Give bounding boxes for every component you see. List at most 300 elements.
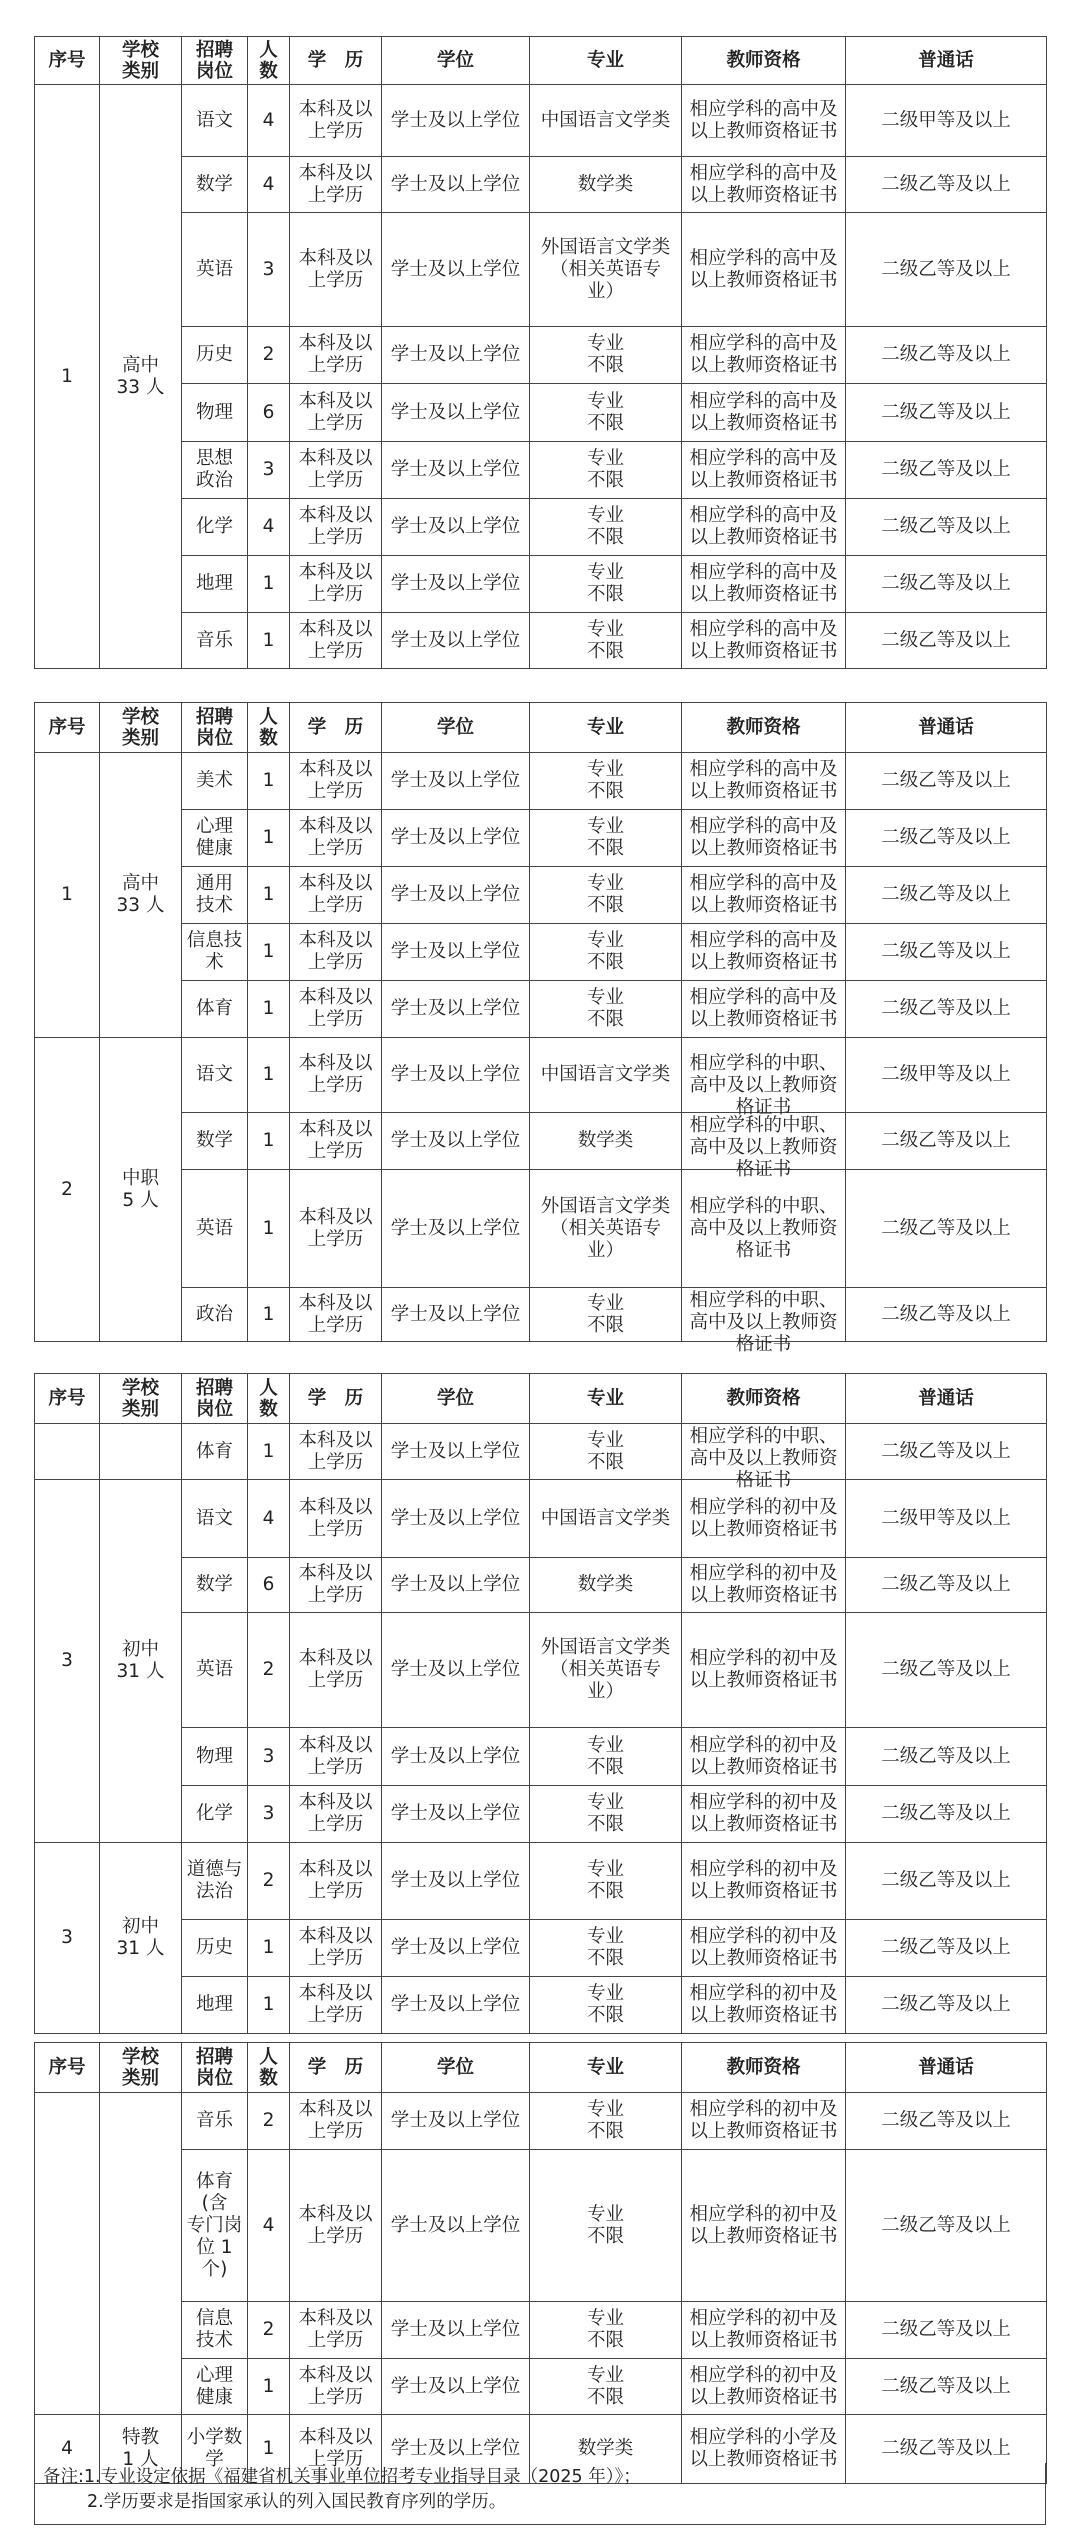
table-row — [35, 1558, 1047, 1613]
table-row — [35, 2150, 1047, 2302]
job-cell: 政治 — [182, 1288, 248, 1342]
degree-cell: 学士及以上学位 — [382, 556, 530, 613]
table-row — [35, 2302, 1047, 2359]
count-cell: 3 — [248, 213, 290, 327]
certificate-cell: 相应学科的中职、 高中及以上教师资 格证书 — [682, 1170, 846, 1288]
major-cell: 外国语言文学类 （相关英语专 业） — [530, 1613, 682, 1728]
count-cell: 1 — [248, 924, 290, 981]
major-cell: 外国语言文学类 （相关英语专 业） — [530, 213, 682, 327]
major-cell: 专业 不限 — [530, 384, 682, 442]
certificate-cell: 相应学科的初中及 以上教师资格证书 — [682, 1613, 846, 1728]
education-cell: 本科及以 上学历 — [290, 1288, 382, 1342]
header-cell: 人数 — [248, 2043, 290, 2093]
major-cell: 数学类 — [530, 1558, 682, 1613]
certificate-cell: 相应学科的初中及 以上教师资格证书 — [682, 2093, 846, 2150]
degree-cell: 学士及以上学位 — [382, 2415, 530, 2484]
count-cell: 1 — [248, 613, 290, 669]
mandarin-cell: 二级甲等及以上 — [846, 1480, 1047, 1558]
school-type-cell: 中职 5 人 — [100, 1038, 182, 1342]
table-row — [35, 753, 1047, 810]
degree-cell: 学士及以上学位 — [382, 1113, 530, 1170]
degree-cell: 学士及以上学位 — [382, 2150, 530, 2302]
recruitment-table — [34, 702, 1047, 1355]
major-cell: 专业 不限 — [530, 442, 682, 499]
table-row — [35, 327, 1047, 384]
certificate-cell: 相应学科的初中及 以上教师资格证书 — [682, 1558, 846, 1613]
education-cell: 本科及以 上学历 — [290, 2415, 382, 2484]
degree-cell: 学士及以上学位 — [382, 1558, 530, 1613]
table-row — [35, 556, 1047, 613]
job-cell: 物理 — [182, 384, 248, 442]
degree-cell: 学士及以上学位 — [382, 1038, 530, 1113]
mandarin-cell: 二级乙等及以上 — [846, 613, 1047, 669]
count-cell: 3 — [248, 442, 290, 499]
degree-cell: 学士及以上学位 — [382, 1170, 530, 1288]
header-cell: 教师资格 — [682, 703, 846, 753]
header-cell: 人数 — [248, 37, 290, 85]
degree-cell: 学士及以上学位 — [382, 1728, 530, 1786]
degree-cell: 学士及以上学位 — [382, 499, 530, 556]
count-cell: 1 — [248, 1977, 290, 2034]
job-cell: 英语 — [182, 1613, 248, 1728]
table-row — [35, 1288, 1047, 1342]
count-cell: 4 — [248, 2150, 290, 2302]
major-cell: 中国语言文学类 — [530, 1480, 682, 1558]
count-cell: 6 — [248, 384, 290, 442]
table-row — [35, 1113, 1047, 1170]
major-cell: 中国语言文学类 — [530, 1038, 682, 1113]
education-cell: 本科及以 上学历 — [290, 981, 382, 1038]
certificate-cell: 相应学科的高中及 以上教师资格证书 — [682, 810, 846, 867]
header-cell: 学位 — [382, 37, 530, 85]
education-cell: 本科及以 上学历 — [290, 499, 382, 556]
job-cell: 数学 — [182, 1558, 248, 1613]
education-cell: 本科及以 上学历 — [290, 2093, 382, 2150]
mandarin-cell: 二级乙等及以上 — [846, 1424, 1047, 1480]
footnote — [34, 2463, 1046, 2525]
job-cell: 体育(含 专门岗 位 1 个) — [182, 2150, 248, 2302]
job-cell: 语文 — [182, 1038, 248, 1113]
mandarin-cell: 二级乙等及以上 — [846, 2359, 1047, 2415]
job-cell: 地理 — [182, 556, 248, 613]
certificate-cell — [682, 1038, 846, 1118]
education-cell: 本科及以 上学历 — [290, 1786, 382, 1843]
header-cell: 学 历 — [290, 1374, 382, 1424]
count-cell: 2 — [248, 2093, 290, 2150]
table-row — [35, 1728, 1047, 1786]
table-row — [35, 85, 1047, 157]
certificate-cell: 相应学科的高中及 以上教师资格证书 — [682, 442, 846, 499]
certificate-cell: 相应学科的高中及 以上教师资格证书 — [682, 499, 846, 556]
certificate-cell: 相应学科的初中及 以上教师资格证书 — [682, 2302, 846, 2359]
mandarin-cell: 二级乙等及以上 — [846, 2150, 1047, 2302]
count-cell: 6 — [248, 1558, 290, 1613]
major-cell: 专业 不限 — [530, 1288, 682, 1342]
job-cell: 音乐 — [182, 613, 248, 669]
seq-cell: 3 — [35, 1843, 100, 2034]
education-cell: 本科及以 上学历 — [290, 1613, 382, 1728]
count-cell: 1 — [248, 867, 290, 924]
seq-cell: 1 — [35, 753, 100, 1038]
mandarin-cell: 二级乙等及以上 — [846, 157, 1047, 213]
certificate-cell: 相应学科的初中及 以上教师资格证书 — [682, 1786, 846, 1843]
degree-cell: 学士及以上学位 — [382, 2359, 530, 2415]
count-cell: 4 — [248, 85, 290, 157]
major-cell: 专业 不限 — [530, 1920, 682, 1977]
certificate-cell: 相应学科的初中及 以上教师资格证书 — [682, 1977, 846, 2034]
header-cell: 序号 — [35, 2043, 100, 2093]
count-cell: 4 — [248, 499, 290, 556]
header-cell: 学校 类别 — [100, 37, 182, 85]
count-cell: 1 — [248, 1920, 290, 1977]
mandarin-cell: 二级乙等及以上 — [846, 327, 1047, 384]
education-cell: 本科及以 上学历 — [290, 556, 382, 613]
table-row — [35, 1613, 1047, 1728]
major-cell: 中国语言文学类 — [530, 85, 682, 157]
header-cell: 学 历 — [290, 2043, 382, 2093]
major-cell: 专业 不限 — [530, 556, 682, 613]
mandarin-cell: 二级乙等及以上 — [846, 1288, 1047, 1342]
certificate-cell: 相应学科的高中及 以上教师资格证书 — [682, 213, 846, 327]
degree-cell: 学士及以上学位 — [382, 85, 530, 157]
mandarin-cell: 二级乙等及以上 — [846, 1728, 1047, 1786]
header-cell: 招聘 岗位 — [182, 37, 248, 85]
job-cell: 历史 — [182, 1920, 248, 1977]
mandarin-cell: 二级乙等及以上 — [846, 1843, 1047, 1920]
school-type-cell — [100, 1424, 182, 1480]
certificate-cell: 相应学科的小学及 以上教师资格证书 — [682, 2415, 846, 2484]
header-cell: 学位 — [382, 1374, 530, 1424]
job-cell: 小学数 学 — [182, 2415, 248, 2484]
mandarin-cell: 二级乙等及以上 — [846, 1786, 1047, 1843]
job-cell: 语文 — [182, 85, 248, 157]
mandarin-cell: 二级乙等及以上 — [846, 2093, 1047, 2150]
mandarin-cell: 二级乙等及以上 — [846, 2302, 1047, 2359]
certificate-text: 相应学科的中职、 高中及以上教师资 格证书 — [689, 1425, 838, 1491]
major-cell: 专业 不限 — [530, 981, 682, 1038]
major-cell: 专业 不限 — [530, 499, 682, 556]
major-cell: 专业 不限 — [530, 2359, 682, 2415]
job-cell: 音乐 — [182, 2093, 248, 2150]
education-cell: 本科及以 上学历 — [290, 1977, 382, 2034]
header-cell: 专业 — [530, 703, 682, 753]
header-cell: 普通话 — [846, 37, 1047, 85]
major-cell: 专业 不限 — [530, 2150, 682, 2302]
count-cell: 1 — [248, 556, 290, 613]
table-row — [35, 981, 1047, 1038]
degree-cell: 学士及以上学位 — [382, 981, 530, 1038]
certificate-cell: 相应学科的初中及 以上教师资格证书 — [682, 1728, 846, 1786]
count-cell: 1 — [248, 753, 290, 810]
education-cell: 本科及以 上学历 — [290, 1038, 382, 1113]
degree-cell: 学士及以上学位 — [382, 2302, 530, 2359]
school-type-cell: 高中 33 人 — [100, 85, 182, 669]
job-cell: 道德与 法治 — [182, 1843, 248, 1920]
mandarin-cell: 二级乙等及以上 — [846, 499, 1047, 556]
header-cell: 专业 — [530, 1374, 682, 1424]
job-cell: 数学 — [182, 1113, 248, 1170]
header-cell: 专业 — [530, 37, 682, 85]
school-type-cell: 高中 33 人 — [100, 753, 182, 1038]
education-cell: 本科及以 上学历 — [290, 753, 382, 810]
mandarin-cell: 二级乙等及以上 — [846, 442, 1047, 499]
major-cell: 专业 不限 — [530, 2093, 682, 2150]
major-cell: 专业 不限 — [530, 1728, 682, 1786]
education-cell: 本科及以 上学历 — [290, 1170, 382, 1288]
recruitment-table — [34, 1373, 1047, 2034]
job-cell: 英语 — [182, 213, 248, 327]
header-cell: 教师资格 — [682, 1374, 846, 1424]
count-cell: 4 — [248, 157, 290, 213]
header-cell: 学 历 — [290, 703, 382, 753]
count-cell: 2 — [248, 1843, 290, 1920]
mandarin-cell: 二级乙等及以上 — [846, 2415, 1047, 2484]
header-row — [35, 37, 1047, 85]
education-cell: 本科及以 上学历 — [290, 1920, 382, 1977]
major-cell: 专业 不限 — [530, 2302, 682, 2359]
certificate-cell: 相应学科的高中及 以上教师资格证书 — [682, 924, 846, 981]
degree-cell: 学士及以上学位 — [382, 442, 530, 499]
header-cell: 人数 — [248, 703, 290, 753]
education-cell: 本科及以 上学历 — [290, 1424, 382, 1480]
header-cell: 学校 类别 — [100, 703, 182, 753]
degree-cell: 学士及以上学位 — [382, 1843, 530, 1920]
job-cell: 语文 — [182, 1480, 248, 1558]
certificate-cell — [682, 1288, 846, 1355]
seq-cell — [35, 1424, 100, 1480]
major-cell: 专业 不限 — [530, 1786, 682, 1843]
mandarin-cell: 二级乙等及以上 — [846, 867, 1047, 924]
mandarin-cell: 二级乙等及以上 — [846, 924, 1047, 981]
school-type-cell: 初中 31 人 — [100, 1480, 182, 1843]
header-cell: 招聘 岗位 — [182, 1374, 248, 1424]
degree-cell: 学士及以上学位 — [382, 753, 530, 810]
job-cell: 思想 政治 — [182, 442, 248, 499]
count-cell: 1 — [248, 2415, 290, 2484]
header-cell: 学位 — [382, 703, 530, 753]
table-row — [35, 213, 1047, 327]
job-cell: 心理 健康 — [182, 810, 248, 867]
header-cell: 专业 — [530, 2043, 682, 2093]
education-cell: 本科及以 上学历 — [290, 157, 382, 213]
certificate-cell: 相应学科的高中及 以上教师资格证书 — [682, 753, 846, 810]
certificate-text: 相应学科的中职、 高中及以上教师资 格证书 — [689, 1289, 838, 1355]
degree-cell: 学士及以上学位 — [382, 157, 530, 213]
count-cell: 2 — [248, 327, 290, 384]
education-cell: 本科及以 上学历 — [290, 1728, 382, 1786]
table-row — [35, 442, 1047, 499]
major-cell: 专业 不限 — [530, 613, 682, 669]
table-page-4 — [34, 2042, 1046, 2484]
major-cell: 专业 不限 — [530, 1424, 682, 1480]
degree-cell: 学士及以上学位 — [382, 1786, 530, 1843]
header-cell: 序号 — [35, 1374, 100, 1424]
table-row — [35, 867, 1047, 924]
count-cell: 1 — [248, 1038, 290, 1113]
count-cell: 3 — [248, 1728, 290, 1786]
count-cell: 1 — [248, 1288, 290, 1342]
degree-cell: 学士及以上学位 — [382, 1613, 530, 1728]
count-cell: 1 — [248, 981, 290, 1038]
certificate-cell: 相应学科的初中及 以上教师资格证书 — [682, 1480, 846, 1558]
certificate-cell: 相应学科的高中及 以上教师资格证书 — [682, 157, 846, 213]
degree-cell: 学士及以上学位 — [382, 867, 530, 924]
major-cell: 专业 不限 — [530, 1977, 682, 2034]
seq-cell: 4 — [35, 2415, 100, 2484]
degree-cell: 学士及以上学位 — [382, 1480, 530, 1558]
header-cell: 序号 — [35, 703, 100, 753]
seq-cell: 1 — [35, 85, 100, 669]
certificate-cell: 相应学科的高中及 以上教师资格证书 — [682, 613, 846, 669]
mandarin-cell: 二级乙等及以上 — [846, 1113, 1047, 1170]
header-cell: 教师资格 — [682, 2043, 846, 2093]
mandarin-cell: 二级乙等及以上 — [846, 753, 1047, 810]
degree-cell: 学士及以上学位 — [382, 327, 530, 384]
education-cell: 本科及以 上学历 — [290, 1113, 382, 1170]
school-type-cell: 特教 1 人 — [100, 2415, 182, 2484]
certificate-cell: 相应学科的初中及 以上教师资格证书 — [682, 2359, 846, 2415]
school-type-cell — [100, 2093, 182, 2415]
header-cell: 普通话 — [846, 703, 1047, 753]
header-cell: 教师资格 — [682, 37, 846, 85]
seq-cell: 2 — [35, 1038, 100, 1342]
mandarin-cell: 二级乙等及以上 — [846, 213, 1047, 327]
education-cell: 本科及以 上学历 — [290, 924, 382, 981]
certificate-text: 相应学科的中职、 高中及以上教师资 格证书 — [689, 1115, 838, 1180]
table-row — [35, 2093, 1047, 2150]
education-cell: 本科及以 上学历 — [290, 384, 382, 442]
header-cell: 普通话 — [846, 1374, 1047, 1424]
job-cell: 信息 技术 — [182, 2302, 248, 2359]
count-cell: 1 — [248, 1424, 290, 1480]
mandarin-cell: 二级乙等及以上 — [846, 810, 1047, 867]
job-cell: 通用 技术 — [182, 867, 248, 924]
degree-cell: 学士及以上学位 — [382, 1977, 530, 2034]
count-cell: 2 — [248, 1613, 290, 1728]
major-cell: 专业 不限 — [530, 924, 682, 981]
job-cell: 数学 — [182, 157, 248, 213]
major-cell: 专业 不限 — [530, 1843, 682, 1920]
table-row — [35, 613, 1047, 669]
certificate-cell: 相应学科的高中及 以上教师资格证书 — [682, 327, 846, 384]
table-page-1 — [34, 36, 1046, 669]
education-cell: 本科及以 上学历 — [290, 867, 382, 924]
certificate-text: 相应学科的中职、 高中及以上教师资 格证书 — [689, 1053, 838, 1118]
mandarin-cell: 二级乙等及以上 — [846, 1558, 1047, 1613]
mandarin-cell: 二级乙等及以上 — [846, 1613, 1047, 1728]
seq-cell: 3 — [35, 1480, 100, 1843]
education-cell: 本科及以 上学历 — [290, 1480, 382, 1558]
major-cell: 专业 不限 — [530, 867, 682, 924]
school-type-cell: 初中 31 人 — [100, 1843, 182, 2034]
count-cell: 1 — [248, 810, 290, 867]
count-cell: 4 — [248, 1480, 290, 1558]
job-cell: 化学 — [182, 499, 248, 556]
header-cell: 招聘 岗位 — [182, 2043, 248, 2093]
major-cell: 数学类 — [530, 2415, 682, 2484]
mandarin-cell: 二级乙等及以上 — [846, 1170, 1047, 1288]
recruitment-table — [34, 36, 1047, 669]
degree-cell: 学士及以上学位 — [382, 613, 530, 669]
header-cell: 普通话 — [846, 2043, 1047, 2093]
count-cell: 1 — [248, 1113, 290, 1170]
job-cell: 体育 — [182, 1424, 248, 1480]
degree-cell: 学士及以上学位 — [382, 384, 530, 442]
job-cell: 地理 — [182, 1977, 248, 2034]
degree-cell: 学士及以上学位 — [382, 213, 530, 327]
mandarin-cell: 二级乙等及以上 — [846, 1977, 1047, 2034]
table-row — [35, 1480, 1047, 1558]
footnote-line-2: 2.学历要求是指国家承认的列入国民教育序列的学历。 — [87, 2492, 507, 2512]
degree-cell: 学士及以上学位 — [382, 924, 530, 981]
job-cell: 英语 — [182, 1170, 248, 1288]
job-cell: 化学 — [182, 1786, 248, 1843]
education-cell: 本科及以 上学历 — [290, 810, 382, 867]
header-row — [35, 2043, 1047, 2093]
table-row — [35, 2359, 1047, 2415]
education-cell: 本科及以 上学历 — [290, 327, 382, 384]
certificate-cell: 相应学科的初中及 以上教师资格证书 — [682, 1920, 846, 1977]
header-row — [35, 703, 1047, 753]
mandarin-cell: 二级乙等及以上 — [846, 384, 1047, 442]
certificate-cell: 相应学科的高中及 以上教师资格证书 — [682, 85, 846, 157]
table-row — [35, 1424, 1047, 1480]
education-cell: 本科及以 上学历 — [290, 2359, 382, 2415]
table-page-3 — [34, 1373, 1046, 2034]
job-cell: 心理 健康 — [182, 2359, 248, 2415]
education-cell: 本科及以 上学历 — [290, 442, 382, 499]
certificate-cell: 相应学科的高中及 以上教师资格证书 — [682, 384, 846, 442]
count-cell: 1 — [248, 1170, 290, 1288]
mandarin-cell: 二级乙等及以上 — [846, 556, 1047, 613]
header-cell: 学位 — [382, 2043, 530, 2093]
major-cell: 外国语言文学类 （相关英语专 业） — [530, 1170, 682, 1288]
table-row — [35, 157, 1047, 213]
job-cell: 美术 — [182, 753, 248, 810]
degree-cell: 学士及以上学位 — [382, 1920, 530, 1977]
degree-cell: 学士及以上学位 — [382, 2093, 530, 2150]
degree-cell: 学士及以上学位 — [382, 1424, 530, 1480]
count-cell: 1 — [248, 2359, 290, 2415]
certificate-cell: 相应学科的高中及 以上教师资格证书 — [682, 556, 846, 613]
header-cell: 序号 — [35, 37, 100, 85]
job-cell: 体育 — [182, 981, 248, 1038]
header-cell: 学校 类别 — [100, 2043, 182, 2093]
table-row — [35, 1170, 1047, 1288]
seq-cell — [35, 2093, 100, 2415]
count-cell: 2 — [248, 2302, 290, 2359]
header-cell: 学校 类别 — [100, 1374, 182, 1424]
job-cell: 历史 — [182, 327, 248, 384]
mandarin-cell: 二级乙等及以上 — [846, 981, 1047, 1038]
mandarin-cell: 二级甲等及以上 — [846, 1038, 1047, 1113]
major-cell: 数学类 — [530, 157, 682, 213]
table-row — [35, 499, 1047, 556]
mandarin-cell: 二级甲等及以上 — [846, 85, 1047, 157]
major-cell: 专业 不限 — [530, 810, 682, 867]
education-cell: 本科及以 上学历 — [290, 2302, 382, 2359]
certificate-cell: 相应学科的初中及 以上教师资格证书 — [682, 2150, 846, 2302]
job-cell: 信息技 术 — [182, 924, 248, 981]
major-cell: 专业 不限 — [530, 753, 682, 810]
certificate-cell: 相应学科的高中及 以上教师资格证书 — [682, 981, 846, 1038]
major-cell: 专业 不限 — [530, 327, 682, 384]
header-cell: 招聘 岗位 — [182, 703, 248, 753]
education-cell: 本科及以 上学历 — [290, 1843, 382, 1920]
table-row — [35, 384, 1047, 442]
table-row — [35, 924, 1047, 981]
header-cell: 人数 — [248, 1374, 290, 1424]
